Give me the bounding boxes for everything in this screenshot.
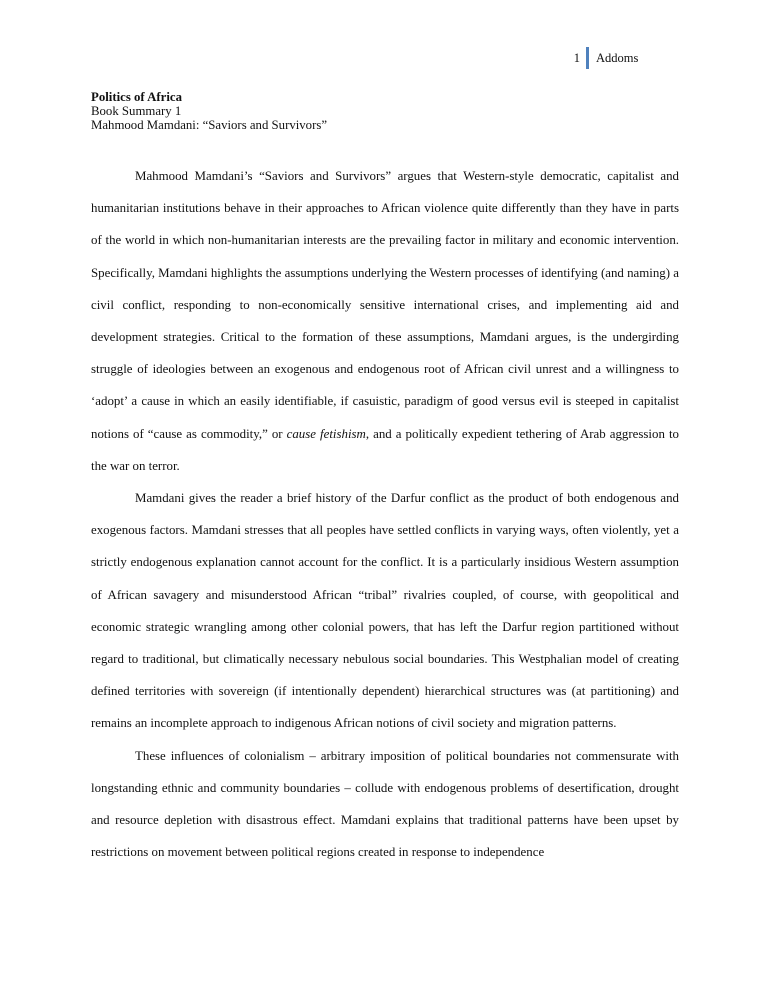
page-header — [566, 48, 638, 68]
book-title: Mahmood Mamdani: “Saviors and Survivors” — [91, 118, 327, 132]
paragraph-2: Mamdani gives the reader a brief history of the Darfur conflict as the product of both endogenous and exogenous factors. Mamdani stresses that all peoples have settled conflicts in varying ways, often violently, yet a strictly endogenous explanation cannot account for the conflict. It is a particularly insidious Western assumption of African savagery and misunderstood African “tribal” rivalries coupled, of course, with geopolitical and economic strategic wrangling among other colonial powers, that has left the Darfur region partitioned without regard to traditional, but climatically necessary nebulous social boundaries. This Westphalian model of creating defined territories with sovereign (if intentionally dependent) hierarchical structures was (at partitioning) and remains an incomplete approach to indigenous African notions of civil society and migration patterns. — [91, 491, 679, 731]
paragraph-3: These influences of colonialism – arbitrary imposition of political boundaries not commensurate with longstanding ethnic and community boundaries – collude with endogenous problems of desertification, drought and resource depletion with disastrous effect. Mamdani explains that traditional patterns have been upset by restrictions on movement between political regions created in response to independence — [91, 748, 679, 860]
assignment-title: Book Summary 1 — [91, 104, 182, 118]
header-author: Addoms — [596, 50, 639, 65]
header-divider — [586, 47, 589, 69]
paragraph-1-end: , and a politically expedient tethering of Arab aggression to the war on terror. — [91, 426, 679, 473]
paragraph-1-italic: cause fetishism — [286, 426, 366, 441]
page-number: 1 — [573, 50, 580, 65]
paragraph-1 — [91, 160, 679, 482]
body-text — [91, 160, 679, 868]
title-block — [91, 90, 327, 132]
paragraph-1-text: Mahmood Mamdani’s “Saviors and Survivors” argues that Western-style democratic, capitalist and humanitarian institutions behave in their approaches to African violence quite differently than they have in parts of the world in which non-humanitarian interests are the prevailing factor in military and economic intervention. Specifically, Mamdani highlights the assumptions underlying the Western processes of identifying (and naming) a civil conflict, responding to non-economically sensitive international crises, and implementing aid and development strategies. Critical to the formation of these assumptions, Mamdani argues, is the undergirding struggle of ideologies between an exogenous and endogenous root of African civil unrest and a willingness to ‘adopt’ a cause in which an easily identifiable, if casuistic, paradigm of good versus evil is steeped in capitalist notions of “cause as commodity,” or — [91, 169, 679, 441]
course-title: Politics of Africa — [91, 90, 182, 104]
